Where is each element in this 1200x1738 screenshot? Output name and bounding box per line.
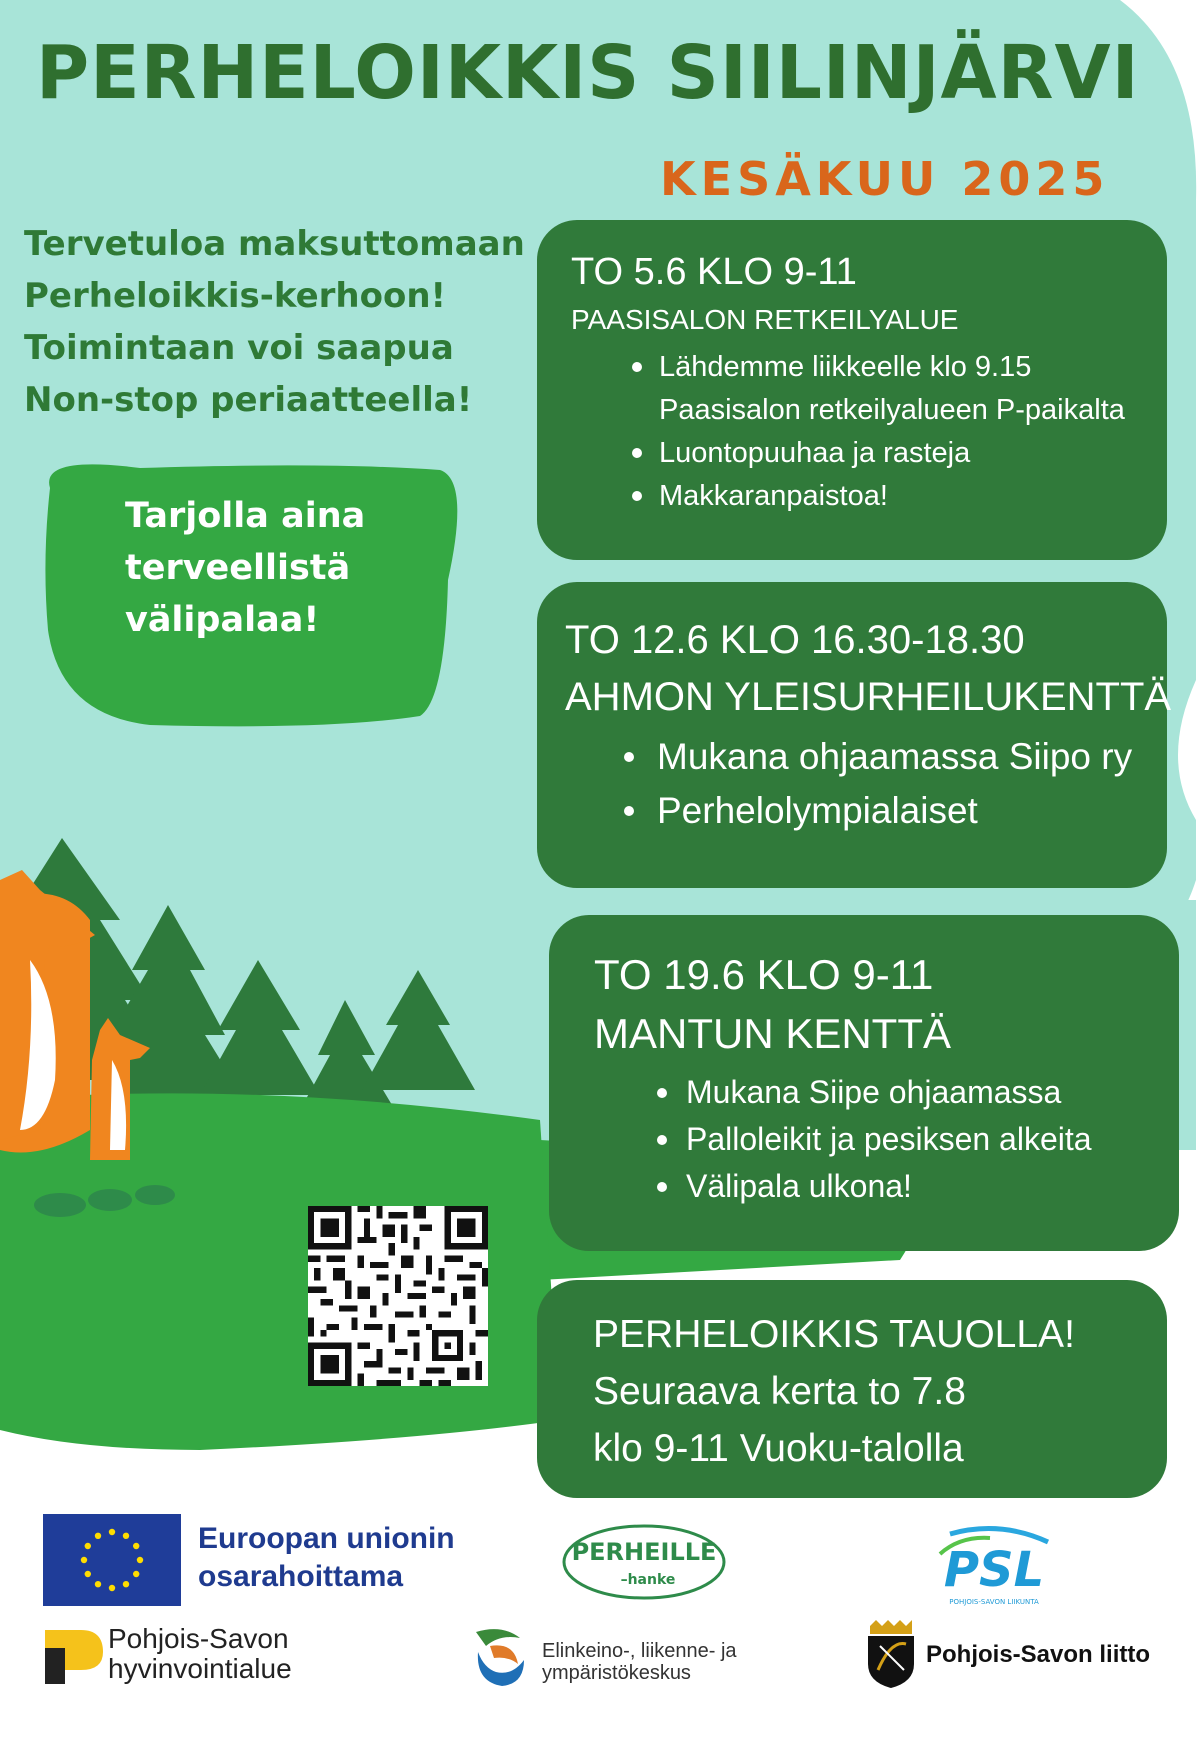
eu-star [133,1543,139,1549]
event-item: Mukana Siipe ohjaamassa [686,1069,1179,1116]
eu-flag-icon [43,1514,181,1606]
ely-logo-icon [472,1624,528,1688]
intro-line: Perheloikkis-kerhoon! [24,276,447,316]
event-item: Palloleikit ja pesiksen alkeita [686,1116,1179,1163]
event-items [686,1069,1179,1210]
break-line: Seuraava kerta to 7.8 [593,1370,966,1413]
event-item: Makkaranpaistoa! [659,475,1167,518]
intro-line: Non-stop periaatteella! [24,380,473,420]
event-item: Välipala ulkona! [686,1163,1179,1210]
event-card-3 [549,915,1179,1251]
eu-star [123,1533,129,1539]
intro-line: Tervetuloa maksuttomaan [24,224,525,264]
event-heading: TO 12.6 KLO 16.30-18.30 [565,618,1025,662]
ely-line: Elinkeino-, liikenne- ja [542,1640,737,1662]
eu-star [81,1557,87,1563]
event-place: AHMON YLEISURHEILUKENTTÄ [565,675,1172,719]
eu-star [123,1581,129,1587]
eu-star [95,1533,101,1539]
hanke-word: –hanke [620,1572,676,1588]
eu-star [109,1585,115,1591]
hyvinvointialue-logo-icon [45,1630,103,1684]
eu-star [85,1571,91,1577]
psl-subtitle: POHJOIS-SAVON LIIKUNTA [949,1598,1039,1606]
event-card-2 [537,582,1172,888]
snack-note [125,490,425,646]
pohjois-savon-liitto-text: Pohjois-Savon liitto [926,1641,1151,1668]
intro-line: Toimintaan voi saapua [24,328,454,368]
hyvinvointialue-text [108,1624,292,1684]
event-heading: TO 5.6 KLO 9-11 [571,251,857,293]
ph-line: Pohjois-Savon [108,1623,289,1654]
page-title: PERHELOIKKIS SIILINJÄRVI [36,30,1140,116]
intro-text [24,218,544,426]
perheille-word: PERHEILLE [571,1538,717,1566]
event-place: MANTUN KENTTÄ [594,1010,951,1057]
event-card-1 [537,220,1167,560]
event-item-continuation: Paasisalon retkeilyalueen P-paikalta [659,394,1125,426]
eu-star [85,1543,91,1549]
event-item: Lähdemme liikkeelle klo 9.15 [659,346,1167,389]
eu-line: osarahoittama [198,1560,404,1593]
pohjois-savon-liitto-crest-icon [866,1620,916,1688]
eu-funding-text [198,1520,455,1596]
psl-logo [930,1524,1058,1608]
event-item: Perhelolympialaiset [657,784,1167,838]
qr-code[interactable] [308,1206,488,1386]
eu-line: Euroopan unionin [198,1522,455,1555]
event-place: PAASISALON RETKEILYALUE [571,304,959,335]
perheille-logo [560,1522,728,1602]
event-items [657,730,1167,838]
snack-line: terveellistä [125,548,351,588]
event-items [659,346,1167,518]
psl-word: PSL [943,1542,1045,1598]
event-item: Luontopuuhaa ja rasteja [659,432,1167,475]
month-label: KESÄKUU 2025 [660,152,1110,206]
ely-line: ympäristökeskus [542,1662,691,1684]
break-line: PERHELOIKKIS TAUOLLA! [593,1313,1075,1356]
snack-line: Tarjolla aina [125,496,366,536]
ph-line: hyvinvointialue [108,1653,292,1684]
eu-star [95,1581,101,1587]
break-notice-card [537,1280,1167,1498]
eu-star [137,1557,143,1563]
break-line: klo 9-11 Vuoku-talolla [593,1427,964,1470]
event-heading: TO 19.6 KLO 9-11 [594,951,934,998]
eu-star [109,1529,115,1535]
ely-text [542,1640,737,1684]
event-item: Mukana ohjaamassa Siipo ry [657,730,1167,784]
eu-star [133,1571,139,1577]
snack-line: välipalaa! [125,600,320,640]
